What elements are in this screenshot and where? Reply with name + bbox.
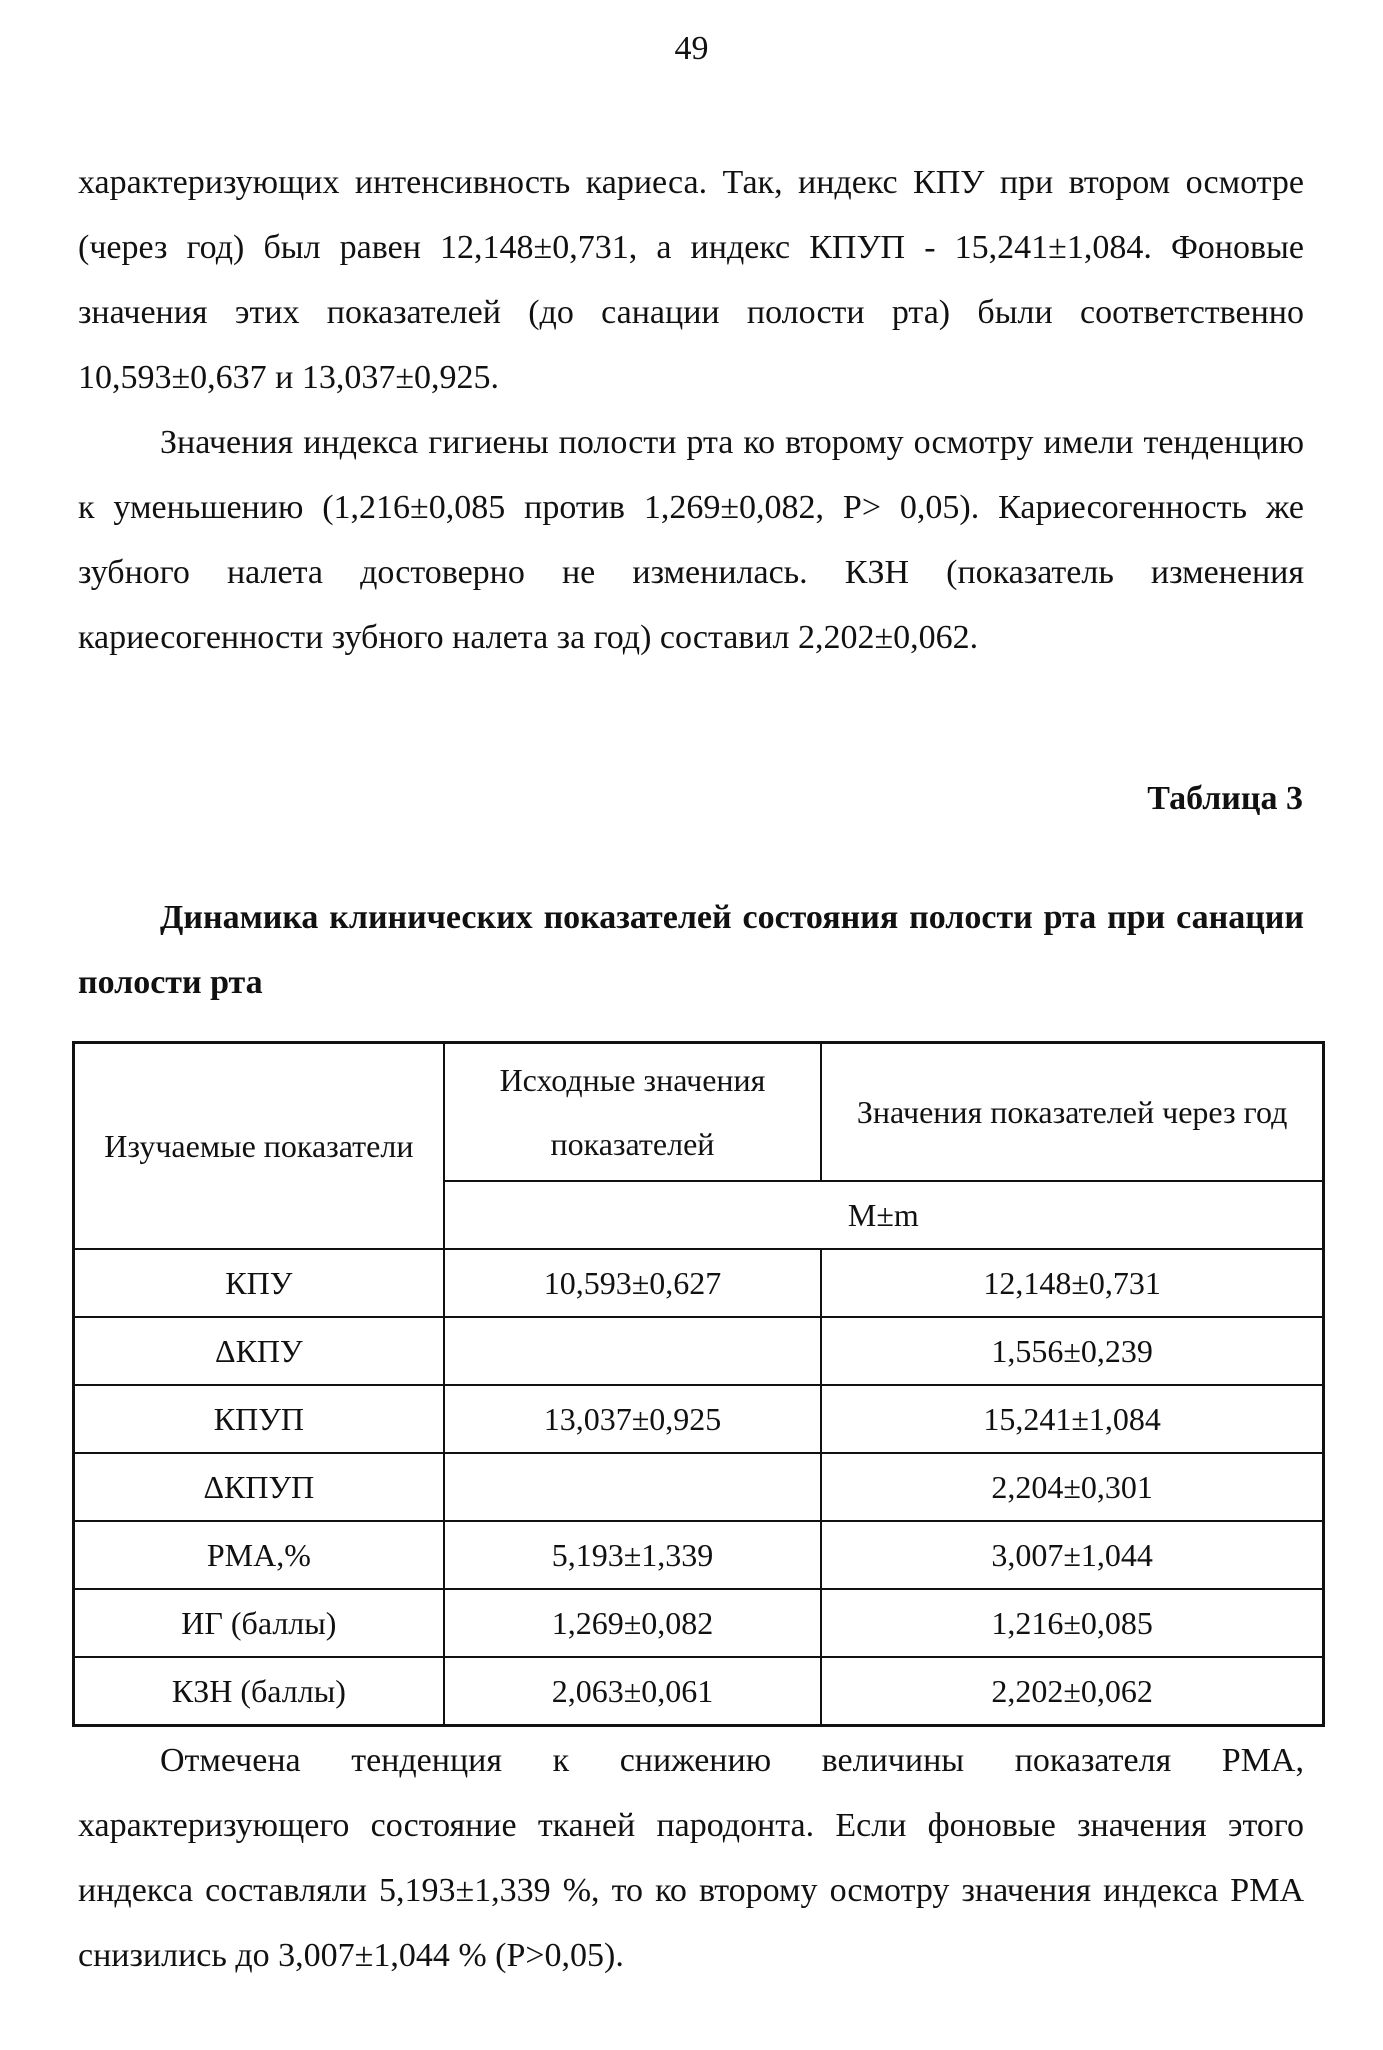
table-row bbox=[74, 1453, 1324, 1521]
header-initial-values: Исходные значения показателей bbox=[444, 1043, 822, 1182]
table-row bbox=[74, 1385, 1324, 1453]
row-initial-value: 10,593±0,627 bbox=[444, 1249, 822, 1317]
table-row bbox=[74, 1589, 1324, 1657]
row-initial-value bbox=[444, 1453, 822, 1521]
row-label: РМА,% bbox=[74, 1521, 444, 1589]
row-initial-value: 2,063±0,061 bbox=[444, 1657, 822, 1726]
table-row bbox=[74, 1317, 1324, 1385]
row-label: КПУ bbox=[74, 1249, 444, 1317]
row-initial-value bbox=[444, 1317, 822, 1385]
row-label: КЗН (баллы) bbox=[74, 1657, 444, 1726]
table-row bbox=[74, 1521, 1324, 1589]
row-year-value: 1,556±0,239 bbox=[821, 1317, 1323, 1385]
paragraph-hygiene-index: Значения индекса гигиены полости рта ко второму осмотру имели тенденцию к уменьшению (1,216±0,085 против 1,269±0,082, P> 0,05). Кариесогенность же зубного налета достоверно не изменилась. КЗН (показатель изменения кариесогенности зубного налета за год) составил 2,202±0,062. bbox=[78, 424, 1304, 656]
table-header-row bbox=[74, 1043, 1324, 1182]
clinical-indicators-table bbox=[72, 1041, 1325, 1727]
row-year-value: 2,204±0,301 bbox=[821, 1453, 1323, 1521]
table-number: Таблица 3 bbox=[1147, 780, 1303, 817]
unit-cell: M±m bbox=[444, 1181, 1324, 1249]
paragraph-pma-index: Отмечена тенденция к снижению величины показателя РМА, характеризующего состояние тканей пародонта. Если фоновые значения этого индекса составляли 5,193±1,339 %, то ко второму осмотру значения индекса РМА снизились до 3,007±1,044 % (P>0,05). bbox=[78, 1742, 1304, 1974]
paragraph-caries-intensity: характеризующих интенсивность кариеса. Так, индекс КПУ при втором осмотре (через год) был равен 12,148±0,731, а индекс КПУП - 15,241±1,084. Фоновые значения этих показателей (до санации полости рта) были соответственно 10,593±0,637 и 13,037±0,925. bbox=[78, 164, 1304, 396]
row-initial-value: 1,269±0,082 bbox=[444, 1589, 822, 1657]
row-year-value: 1,216±0,085 bbox=[821, 1589, 1323, 1657]
row-initial-value: 13,037±0,925 bbox=[444, 1385, 822, 1453]
table-row bbox=[74, 1657, 1324, 1726]
row-label: ΔКПУ bbox=[74, 1317, 444, 1385]
row-year-value: 15,241±1,084 bbox=[821, 1385, 1323, 1453]
row-initial-value: 5,193±1,339 bbox=[444, 1521, 822, 1589]
row-year-value: 3,007±1,044 bbox=[821, 1521, 1323, 1589]
row-year-value: 12,148±0,731 bbox=[821, 1249, 1323, 1317]
header-values-after-year: Значения показателей через год bbox=[821, 1043, 1323, 1182]
header-indicators: Изучаемые показатели bbox=[74, 1043, 444, 1250]
page-number: 49 bbox=[674, 30, 709, 67]
table-row bbox=[74, 1249, 1324, 1317]
row-label: КПУП bbox=[74, 1385, 444, 1453]
row-label: ΔКПУП bbox=[74, 1453, 444, 1521]
row-year-value: 2,202±0,062 bbox=[821, 1657, 1323, 1726]
row-label: ИГ (баллы) bbox=[74, 1589, 444, 1657]
table-caption: Динамика клинических показателей состояния полости рта при санации полости рта bbox=[78, 899, 1304, 1001]
